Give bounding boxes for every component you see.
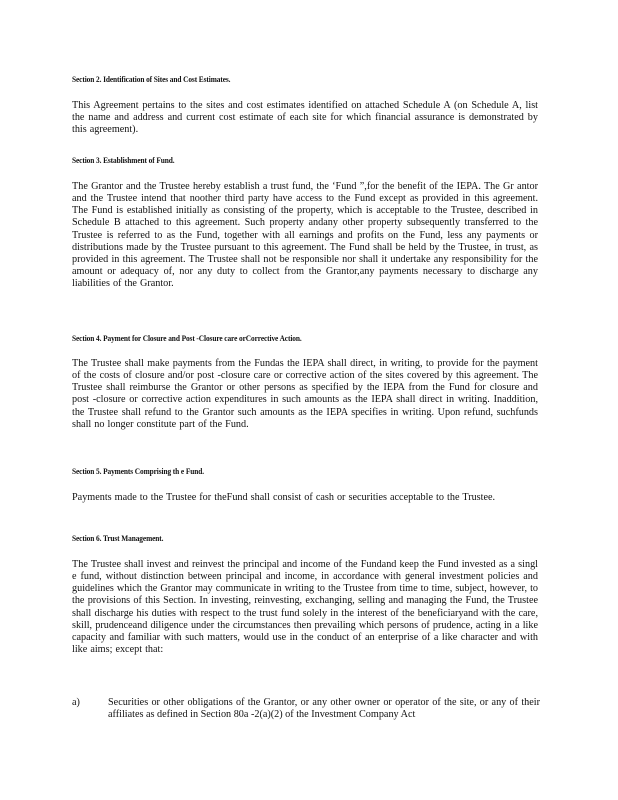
section-4-body: The Trustee shall make payments from the Fundas the IEPA shall direct, in writing, to provide for the payment of the costs of closure and/or post -closure care or corrective action of the sites covered by this agreement. The Trustee shall reimburse the Grantor or other persons as specified by the IEPA from the Fund for closure and post -closure or corrective action expenditures in such amounts as the IEPA shall direct in writing. Inaddition, the Trustee shall refund to the Grantor such amounts as the IEPA specifies in writing. Upon refund, suchfunds shall no longer constitute part of the Fund. bbox=[72, 358, 538, 430]
section-3-body: The Grantor and the Trustee hereby establish a trust fund, the ‘Fund ”,for the benefit of the IEPA. The Gr antor and the Trustee intend that noother third party have access to the Fund except as provided in this agreement. The Fund is established initially as consisting of the property, which is acceptable to the Trustee, described in Schedule B attached to this agreement. Such property andany other property subsequently transferred to the Trustee is referred to as the Fund, together with all earnings and profits on the Fund, less any payments or distributions made by the Trustee pursuant to this agreement. The Fund shall be held by the Trustee, in trust, as provided in this agreement. The Trustee shall not be responsible nor shall it undertake any responsibility for the amount or adequacy of, nor any duty to collect from the Grantor,any payments necessary to discharge any liabilities of the Grantor. bbox=[72, 181, 538, 290]
list-item-label: a) bbox=[72, 697, 80, 708]
section-4-heading: Section 4. Payment for Closure and Post -Closure care orCorrective Action. bbox=[72, 334, 302, 343]
section-2-body: This Agreement pertains to the sites and cost estimates identified on attached Schedule A (on Schedule A, list the name and address and current cost estimate of each site for which financial assurance is demonstrated by this agreement). bbox=[72, 100, 538, 136]
section-6-body: The Trustee shall invest and reinvest the principal and income of the Fundand keep the Fund invested as a singl e fund, without distinction between principal and income, in accordance with general investment policies and guidelines which the Grantor may communicate in writing to the Trustee from time to time, subject, however, to the provisions of this Section. In investing, reinvesting, exchanging, selling and managing the Fund, the Trustee shall discharge his duties with respect to the trust fund solely in the interest of the beneficiaryand with the care, skill, prudenceand diligence under the circumstances then prevailing which persons of prudence, acting in a like capacity and familiar with such matters, would use in the conduct of an enterprise of a like character and with like aims; except that: bbox=[72, 559, 538, 656]
section-6-heading: Section 6. Trust Management. bbox=[72, 534, 164, 543]
section-5-body: Payments made to the Trustee for theFund shall consist of cash or securities acceptable to the Trustee. bbox=[72, 492, 496, 503]
section-2-heading: Section 2. Identification of Sites and Cost Estimates. bbox=[72, 75, 231, 84]
section-3-heading: Section 3. Establishment of Fund. bbox=[72, 156, 175, 165]
list-item-text: Securities or other obligations of the Grantor, or any other owner or operator of the site, or any of their affiliates as defined in Section 80a -2(a)(2) of the Investment Company Act bbox=[108, 697, 540, 721]
section-5-heading: Section 5. Payments Comprising th e Fund. bbox=[72, 467, 204, 476]
